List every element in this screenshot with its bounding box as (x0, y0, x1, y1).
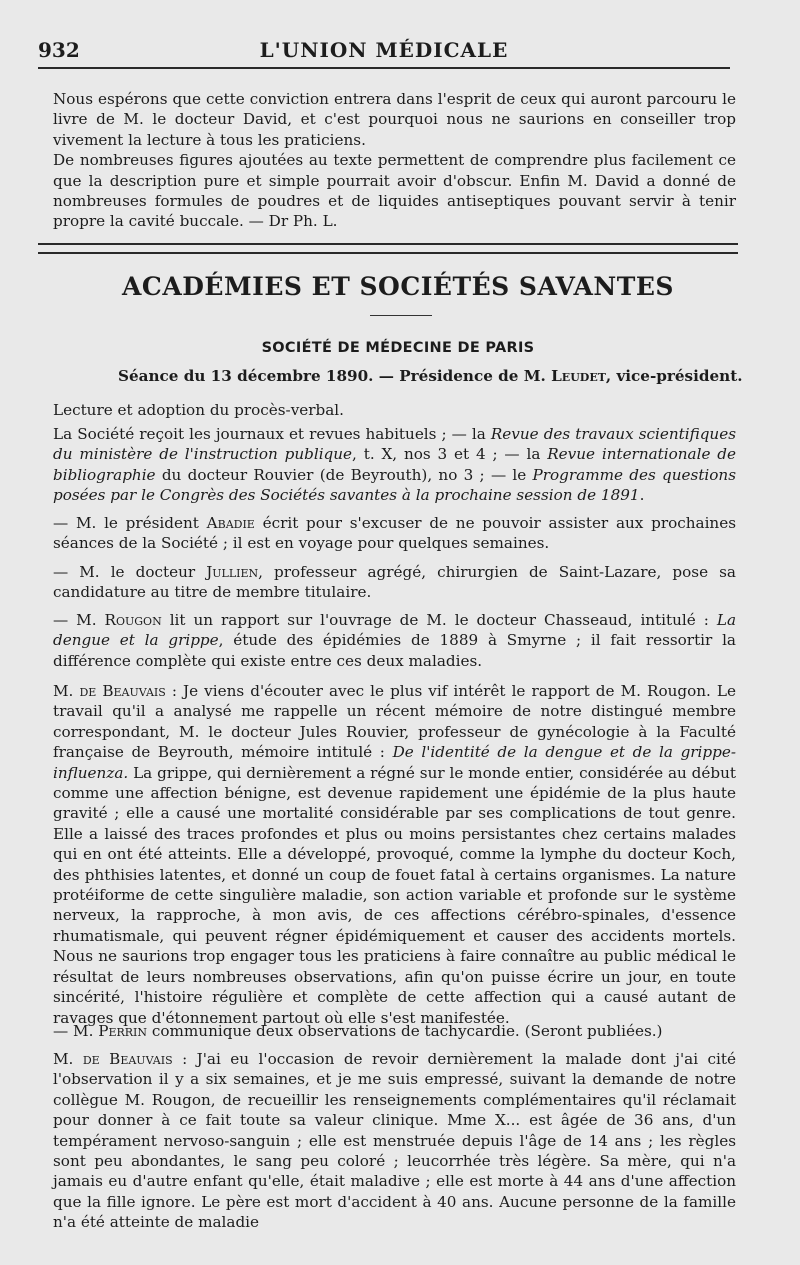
text: La grippe, qui dernièrement a régné sur le monde entier, considérée au début comme une affection bénigne, est devenue rapidement une épidémie de la plus haute gravité ; elle a causé une mortalité considérable par ses complications de tout genre. Elle a laissé des traces profondes et plus ou moins persistantes chez certains malades qui en ont été atteints. Elle a développé, provoqué, comme la lymphe du docteur Koch, des phthisies latentes, et donné un coup de fouet fatal à certains organismes. La nature protéiforme de cette singulière maladie, son action variable et profonde sur le système nerveux, la rapproche, à mon avis, de ces affections cérébro-spinales, d'essence rhumatismale, qui peuvent régner épidémiquement et causer des accidents mortels. Nous ne saurions trop engager tous les praticiens à faire connaître au public médical le résultat de leurs nombreuses observations, afin qu'on puisse écrire un jour, en toute sincérité, l'histoire régulière et complète de cette affection qui a causé autant de ravages que d'étonnement partout où elle s'est manifestée. (53, 763, 736, 1027)
section-title: ACADÉMIES ET SOCIÉTÉS SAVANTES (122, 272, 674, 301)
running-header (38, 38, 730, 68)
paragraph-perrin (53, 1021, 736, 1041)
text: , t. X, nos 3 et 4 ; — la (352, 445, 548, 464)
text: La Société reçoit les journaux et revues habituels ; — la (53, 425, 491, 443)
text: — M. le docteur (53, 563, 207, 581)
running-title: L'UNION MÉDICALE (259, 38, 509, 62)
intro-text (53, 89, 736, 232)
intro-paragraph-1: Nous espérons que cette conviction entrera dans l'esprit de ceux qui auront parcouru le livre de M. le docteur David, et c'est pourquoi nous ne saurions en conseiller trop vivement la lecture à tous les praticiens. (53, 90, 736, 149)
text: lit un rapport sur l'ouvrage de M. le docteur Chasseaud, intitulé : (161, 611, 717, 629)
seance-president: Leudet (551, 367, 606, 385)
person-name: de Beauvais (82, 1050, 173, 1068)
text: M. (53, 1050, 83, 1068)
text: — M. (53, 611, 105, 629)
person-name: Perrin (98, 1022, 148, 1040)
text: : J'ai eu l'occasion de revoir dernièrement la malade dont j'ai cité l'observation il y a six semaines, et je me suis empressé, suivant la demande de notre collègue M. Rougon, de recueillir les renseignements complémentaires qu'il réclamait pour donner à ce fait toute sa valeur clinique. Mme X... est âgée de 36 ans, d'un tempérament nervoso-sanguin ; elle est menstruée depuis l'âge de 14 ans ; les règles sont peu abondantes, le sang peu coloré ; leucorrhée très légère. Sa mère, qui n'a jamais eu d'autre enfant qu'elle, était maladive ; elle est morte à 44 ans d'une affection que la fille ignore. Le père est mort d'accident à 40 ans. Aucune personne de la famille n'a été atteinte de maladie (53, 1050, 736, 1232)
person-name: Rougon (104, 611, 162, 629)
text: . (639, 486, 645, 505)
text: , professeur agrégé, chirurgien de Saint-Lazare, pose sa candidature au titre de membre titulaire. (53, 563, 736, 602)
journal-title: Revue internationale de bibliographie (53, 445, 736, 484)
text: : Je viens d'écouter avec le plus vif intérêt le rapport de M. Rougon. Le travail qu'il a analysé me rappelle un récent mémoire de notre distingué membre correspondant, M. le docteur Jules Rouvier, professeur de gynécologie à la Faculté française de Beyrouth, mémoire intitulé : (53, 682, 736, 762)
paragraph-lecture: Lecture et adoption du procès-verbal. (53, 401, 344, 419)
person-name: Abadie (206, 514, 255, 532)
seance-text: Séance du 13 décembre 1890. — Présidence de M. (118, 367, 552, 385)
paragraph-beauvais-1 (53, 681, 736, 1028)
title-underline (370, 315, 432, 316)
work-title: De l'identité de la dengue et de la grippe-influenza. (53, 743, 736, 782)
paragraph-revues (53, 424, 736, 506)
text: écrit pour s'excuser de ne pouvoir assister aux prochaines séances de la Société ; il est en voyage pour quelques semaines. (53, 514, 736, 553)
section-divider (38, 243, 738, 254)
journal-title: Revue des travaux scientifiques du ministère de l'instruction publique (53, 425, 736, 464)
seance-role: , vice-président. (605, 367, 743, 385)
text: , étude des épidémies de 1889 à Smyrne ; il fait ressortir la différence complète qui existe entre ces deux maladies. (53, 631, 736, 670)
person-name: de Beauvais (79, 682, 166, 700)
text: M. (53, 682, 80, 700)
intro-paragraph-2: De nombreuses figures ajoutées au texte permettent de comprendre plus facilement ce que la description pure et simple pourrait avoir d'obscur. Enfin M. David a donné de nombreuses formules de poudres et de liquides antiseptiques pouvant servir à tenir propre la cavité buccale. — Dr Ph. L. (53, 151, 736, 231)
paragraph-jullien (53, 562, 736, 603)
society-name: SOCIÉTÉ DE MÉDECINE DE PARIS (261, 340, 535, 356)
text: communique deux observations de tachycardie. (Seront publiées.) (147, 1022, 663, 1040)
paragraph-rougon (53, 610, 736, 671)
paragraph-beauvais-2 (53, 1049, 736, 1233)
page-number: 932 (38, 38, 80, 62)
seance-line (118, 367, 743, 385)
person-name: Jullien (206, 563, 259, 581)
text: — M. (53, 1022, 99, 1040)
programme-title: Programme des questions posées par le Congrès des Sociétés savantes à la prochaine session de 1891 (53, 465, 736, 505)
text: du docteur Rouvier (de Beyrouth), no 3 ; — le (155, 465, 533, 484)
paragraph-abadie (53, 513, 736, 554)
work-title: La dengue et la grippe (53, 611, 736, 650)
header-rule (38, 67, 730, 69)
text: — M. le président (53, 514, 207, 532)
